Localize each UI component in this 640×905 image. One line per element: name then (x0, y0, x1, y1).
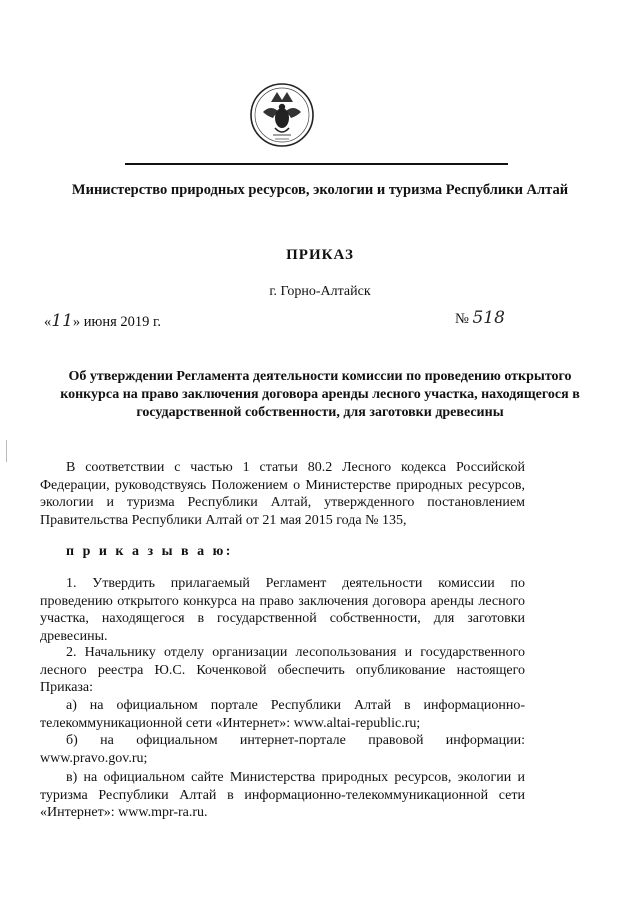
item-2-paragraph: 2. Начальнику отделу организации лесопользования и государственного лесного реестра Ю.С. Коченковой обеспечить опубликование настоящего Приказа: (40, 645, 525, 695)
coat-of-arms-emblem (249, 78, 315, 152)
item-1-paragraph: 1. Утвердить прилагаемый Регламент деятельности комиссии по проведению открытого конкурса на право заключения договора аренды лесного участка, находящегося в государственной собственности, для заготовки древесины. (40, 576, 525, 644)
date-day-handwritten: 11 (51, 311, 73, 331)
ministry-name (0, 180, 640, 200)
document-type: ПРИКАЗ (286, 247, 354, 263)
date-open-quote: « (44, 314, 52, 330)
number-handwritten: 518 (472, 308, 505, 328)
city: г. Горно-Алтайск (269, 284, 371, 299)
date-rest: » июня 2019 г. (72, 314, 161, 330)
document-date (44, 311, 161, 331)
subitem-b-paragraph: б) на официальном интернет-портале правовой информации: www.pravo.gov.ru; (40, 733, 525, 766)
order-word: п р и к а з ы в а ю: (66, 544, 233, 559)
number-prefix: № (455, 311, 469, 327)
document-subject: Об утверждении Регламента деятельности комиссии по проведению открытого конкурса на право заключения договора аренды лесного участка, находящегося в государственной собственности, для заготовки древесины (60, 369, 580, 420)
scan-edge-mark (6, 440, 7, 462)
document-number (455, 308, 505, 328)
ministry-text: Министерство природных ресурсов, экологии и туризма Республики Алтай (71, 182, 569, 198)
subitem-a-paragraph: а) на официальном портале Республики Алтай в информационно-телекоммуникационной сети «Интернет»: www.altai-republic.ru; (40, 698, 525, 731)
subitem-c-paragraph: в) на официальном сайте Министерства природных ресурсов, экологии и туризма Республики Алтай в информационно-телекоммуникационной сети «Интернет»: www.mpr-ra.ru. (40, 770, 525, 820)
preamble-paragraph: В соответствии с частью 1 статьи 80.2 Лесного кодекса Российской Федерации, руководствуясь Положением о Министерстве природных ресурсов, экологии и туризма Республики Алтай, утвержденного постановлением Правительства Республики Алтай от 21 мая 2015 года № 135, (40, 460, 525, 528)
header-rule (125, 163, 508, 165)
